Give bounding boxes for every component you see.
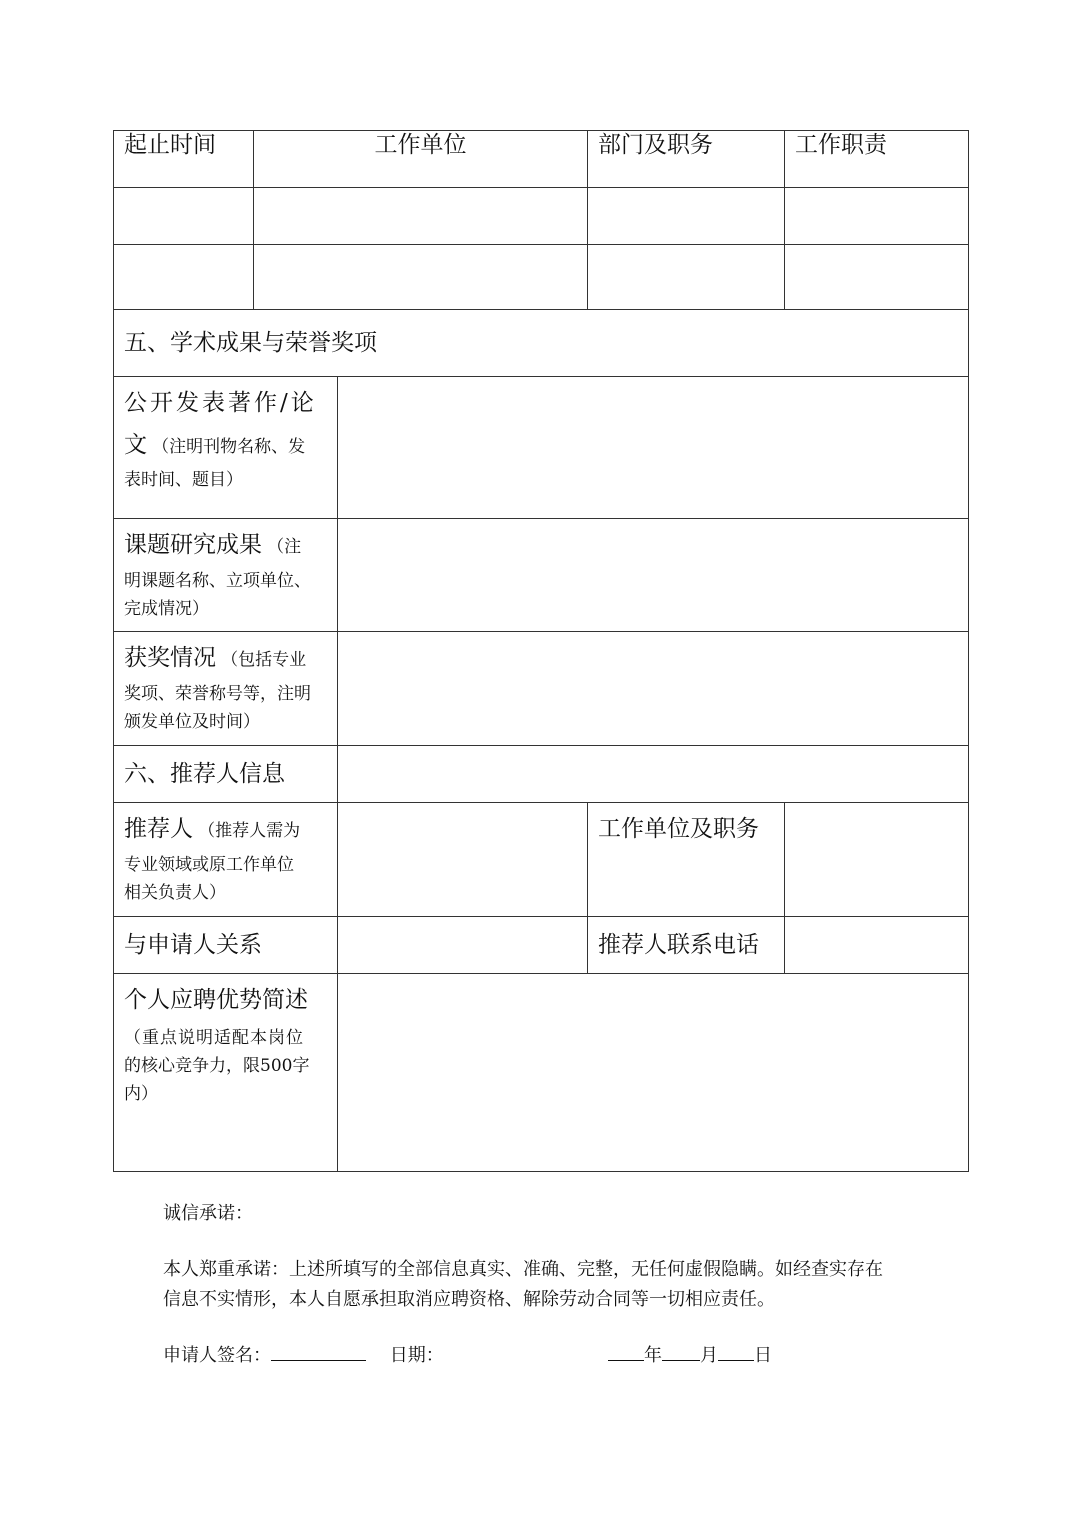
header-period: 起止时间	[114, 131, 254, 188]
signature-line	[163, 1341, 863, 1371]
research-note: （注	[267, 537, 302, 557]
advantages-input[interactable]	[338, 974, 969, 1172]
section6-empty-cell	[338, 746, 969, 803]
pledge-title: 诚信承诺：	[163, 1203, 253, 1224]
recommender-label	[114, 803, 338, 917]
recommender-row	[114, 803, 969, 917]
header-employer: 工作单位	[254, 131, 588, 188]
section5-title: 五、学术成果与荣誉奖项	[114, 310, 969, 377]
advantages-note2: 的核心竞争力，限500字	[124, 1056, 310, 1076]
research-input[interactable]	[338, 519, 969, 632]
research-note2: 明课题名称、立项单位、	[124, 571, 311, 591]
recommender-note3: 相关负责人）	[124, 883, 226, 903]
publications-label	[114, 377, 338, 519]
research-label	[114, 519, 338, 632]
pledge-line1: 本人郑重承诺：上述所填写的全部信息真实、准确、完整，无任何虚假隐瞒。如经查实存在	[163, 1259, 883, 1280]
unit-position-input[interactable]	[785, 803, 969, 917]
section5-title-row	[114, 310, 969, 377]
phone-label: 推荐人联系电话	[588, 917, 785, 974]
awards-main: 获奖情况	[124, 645, 216, 671]
relation-label: 与申请人关系	[114, 917, 338, 974]
phone-input[interactable]	[785, 917, 969, 974]
date-label: 日期：	[389, 1345, 444, 1366]
application-form-table	[113, 130, 969, 1172]
awards-note3: 颁发单位及时间）	[124, 712, 260, 732]
work-history-header-row	[114, 131, 969, 188]
publications-note2: 表时间、题目）	[124, 470, 243, 490]
research-row	[114, 519, 969, 632]
month-blank[interactable]	[662, 1342, 700, 1361]
recommender-note2: 专业领域或原工作单位	[124, 855, 294, 875]
awards-note: （包括专业	[221, 650, 307, 670]
awards-label	[114, 632, 338, 746]
section6-title-row	[114, 746, 969, 803]
header-department-position: 部门及职务	[588, 131, 785, 188]
publications-note: （注明刊物名称、发	[152, 437, 306, 457]
publications-row	[114, 377, 969, 519]
work-department-cell[interactable]	[588, 188, 785, 245]
work-duties-cell[interactable]	[785, 188, 969, 245]
recommender-note: （推荐人需为	[198, 821, 301, 841]
header-duties: 工作职责	[785, 131, 969, 188]
advantages-note: （重点说明适配本岗位	[124, 1028, 304, 1048]
work-employer-cell[interactable]	[254, 245, 588, 310]
awards-note2: 奖项、荣誉称号等，注明	[124, 684, 311, 704]
work-history-row	[114, 188, 969, 245]
month-label: 月	[700, 1345, 718, 1366]
recommender-main: 推荐人	[124, 816, 193, 842]
work-period-cell[interactable]	[114, 245, 254, 310]
research-main: 课题研究成果	[124, 532, 262, 558]
work-history-row	[114, 245, 969, 310]
publications-main2: 文	[124, 432, 147, 458]
work-department-cell[interactable]	[588, 245, 785, 310]
awards-row	[114, 632, 969, 746]
year-blank[interactable]	[608, 1342, 644, 1361]
advantages-note3: 内）	[124, 1084, 158, 1104]
advantages-row	[114, 974, 969, 1172]
advantages-label	[114, 974, 338, 1172]
pledge-line2: 信息不实情形，本人自愿承担取消应聘资格、解除劳动合同等一切相应责任。	[163, 1289, 775, 1310]
work-employer-cell[interactable]	[254, 188, 588, 245]
publications-main: 公开发表著作/论	[124, 390, 317, 416]
signature-blank[interactable]	[271, 1342, 366, 1361]
relation-phone-row	[114, 917, 969, 974]
relation-input[interactable]	[338, 917, 588, 974]
day-blank[interactable]	[718, 1342, 754, 1361]
year-label: 年	[644, 1345, 662, 1366]
sign-label: 申请人签名：	[163, 1345, 271, 1366]
day-label: 日	[754, 1345, 772, 1366]
advantages-main: 个人应聘优势简述	[124, 987, 308, 1013]
work-duties-cell[interactable]	[785, 245, 969, 310]
work-period-cell[interactable]	[114, 188, 254, 245]
publications-input[interactable]	[338, 377, 969, 519]
research-note3: 完成情况）	[124, 599, 209, 619]
unit-position-label: 工作单位及职务	[588, 803, 785, 917]
section6-title: 六、推荐人信息	[114, 746, 338, 803]
awards-input[interactable]	[338, 632, 969, 746]
recommender-name-input[interactable]	[338, 803, 588, 917]
